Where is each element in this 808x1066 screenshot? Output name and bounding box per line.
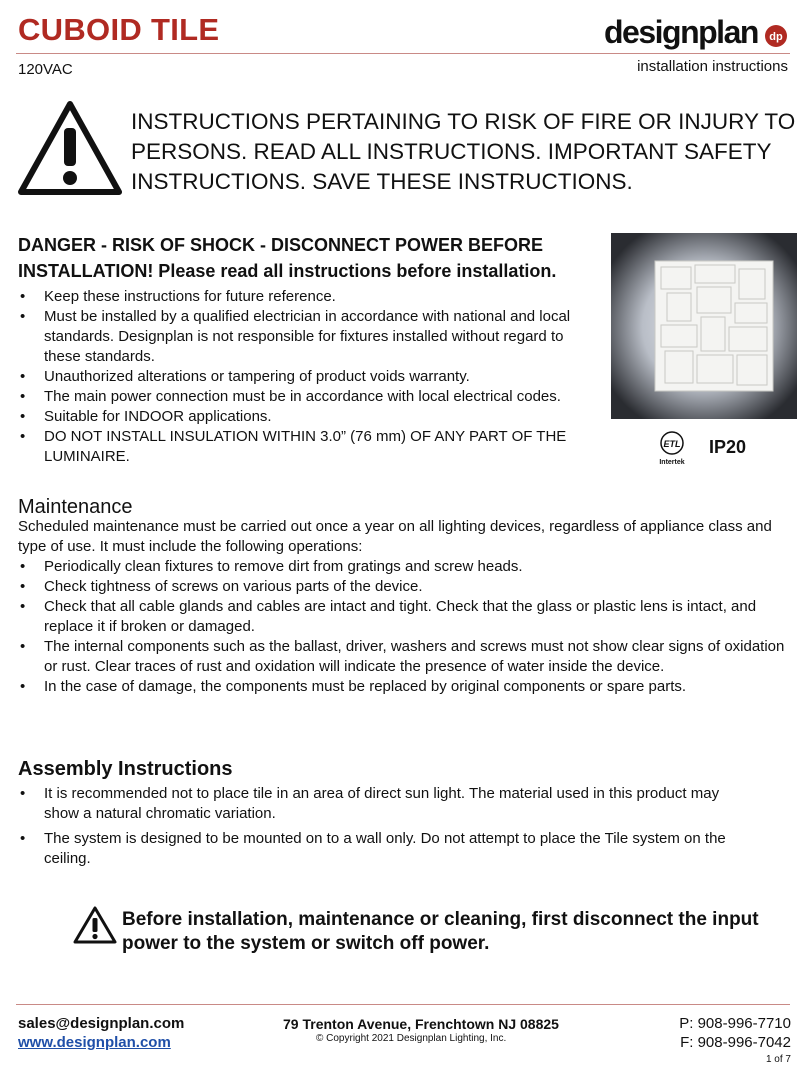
document-subtitle: installation instructions — [637, 58, 788, 75]
svg-text:dp: dp — [769, 31, 783, 43]
list-item: • Must be installed by a qualified electrician in accordance with national and local standards. Designplan is not responsible for fixtures installed without regard to these standards. — [18, 307, 598, 367]
list-item: • Suitable for INDOOR applications. — [18, 407, 598, 427]
safety-instructions-banner: INSTRUCTIONS PERTAINING TO RISK OF FIRE OR INJURY TO PERSONS. READ ALL INSTRUCTIONS. IMPORTANT SAFETY INSTRUCTIONS. SAVE THESE INSTRUCTIONS. — [131, 109, 796, 194]
brand-logo: designplan — [604, 14, 758, 50]
list-item: • The main power connection must be in accordance with local electrical codes. — [18, 387, 598, 407]
warning-triangle-icon — [16, 98, 124, 203]
list-item: • Check that all cable glands and cables are intact and tight. Check that the glass or plastic lens is intact, and replace it if broken or damaged. — [18, 597, 793, 637]
list-item: • Check tightness of screws on various parts of the device. — [18, 577, 793, 597]
maintenance-heading: Maintenance — [18, 496, 133, 518]
list-item: • Unauthorized alterations or tampering of product voids warranty. — [18, 367, 598, 387]
safety-list — [18, 287, 598, 467]
list-item: • Keep these instructions for future reference. — [18, 287, 598, 307]
product-photo — [611, 233, 797, 419]
header-divider — [16, 53, 790, 54]
brand-logo-mark — [764, 24, 788, 53]
copyright-notice: © Copyright 2021 Designplan Lighting, Inc. — [316, 1033, 507, 1044]
website-link[interactable]: www.designplan.com — [18, 1034, 171, 1051]
footer-divider — [16, 1004, 790, 1005]
page-number: 1 of 7 — [765, 1054, 791, 1065]
document-title: CUBOID TILE — [18, 12, 220, 47]
list-item: • In the case of damage, the components must be replaced by original components or spare parts. — [18, 677, 793, 697]
voltage-label: 120VAC — [18, 61, 73, 78]
phone-number: P: 908-996-7710 — [679, 1015, 791, 1032]
danger-heading: DANGER - RISK OF SHOCK - DISCONNECT POWER BEFORE INSTALLATION! Please read all instructions before installation. — [18, 235, 557, 281]
list-item: • It is recommended not to place tile in an area of direct sun light. The material used in this product may show a natural chromatic variation. — [18, 784, 728, 824]
ip-rating: IP20 — [709, 437, 747, 457]
svg-text:ETL: ETL — [663, 439, 681, 449]
warning-triangle-icon — [72, 905, 118, 950]
assembly-list — [18, 784, 728, 874]
etl-certification-mark — [652, 430, 692, 466]
assembly-heading: Assembly Instructions — [18, 758, 233, 780]
list-item: • The system is designed to be mounted on to a wall only. Do not attempt to place the Tile system on the ceiling. — [18, 829, 728, 869]
svg-text:Intertek: Intertek — [659, 459, 685, 466]
list-item: • Periodically clean fixtures to remove dirt from gratings and screw heads. — [18, 557, 793, 577]
maintenance-intro: Scheduled maintenance must be carried out once a year on all lighting devices, regardless of appliance class and type of use. It must include the following operations: — [18, 518, 772, 555]
list-item: • The internal components such as the ballast, driver, washers and screws must not show clear signs of oxidation or rust. Clear traces of rust and oxidation will indicate the presence of water inside the device. — [18, 637, 793, 677]
list-item: • DO NOT INSTALL INSULATION WITHIN 3.0” (76 mm) OF ANY PART OF THE LUMINAIRE. — [18, 427, 598, 467]
fax-number: F: 908-996-7042 — [680, 1034, 791, 1051]
contact-email[interactable]: sales@designplan.com — [18, 1015, 185, 1032]
disconnect-power-warning: Before installation, maintenance or cleaning, first disconnect the input power to the system or switch off power. — [122, 909, 759, 954]
company-address: 79 Trenton Avenue, Frenchtown NJ 08825 — [283, 1016, 559, 1032]
maintenance-list — [18, 557, 793, 697]
